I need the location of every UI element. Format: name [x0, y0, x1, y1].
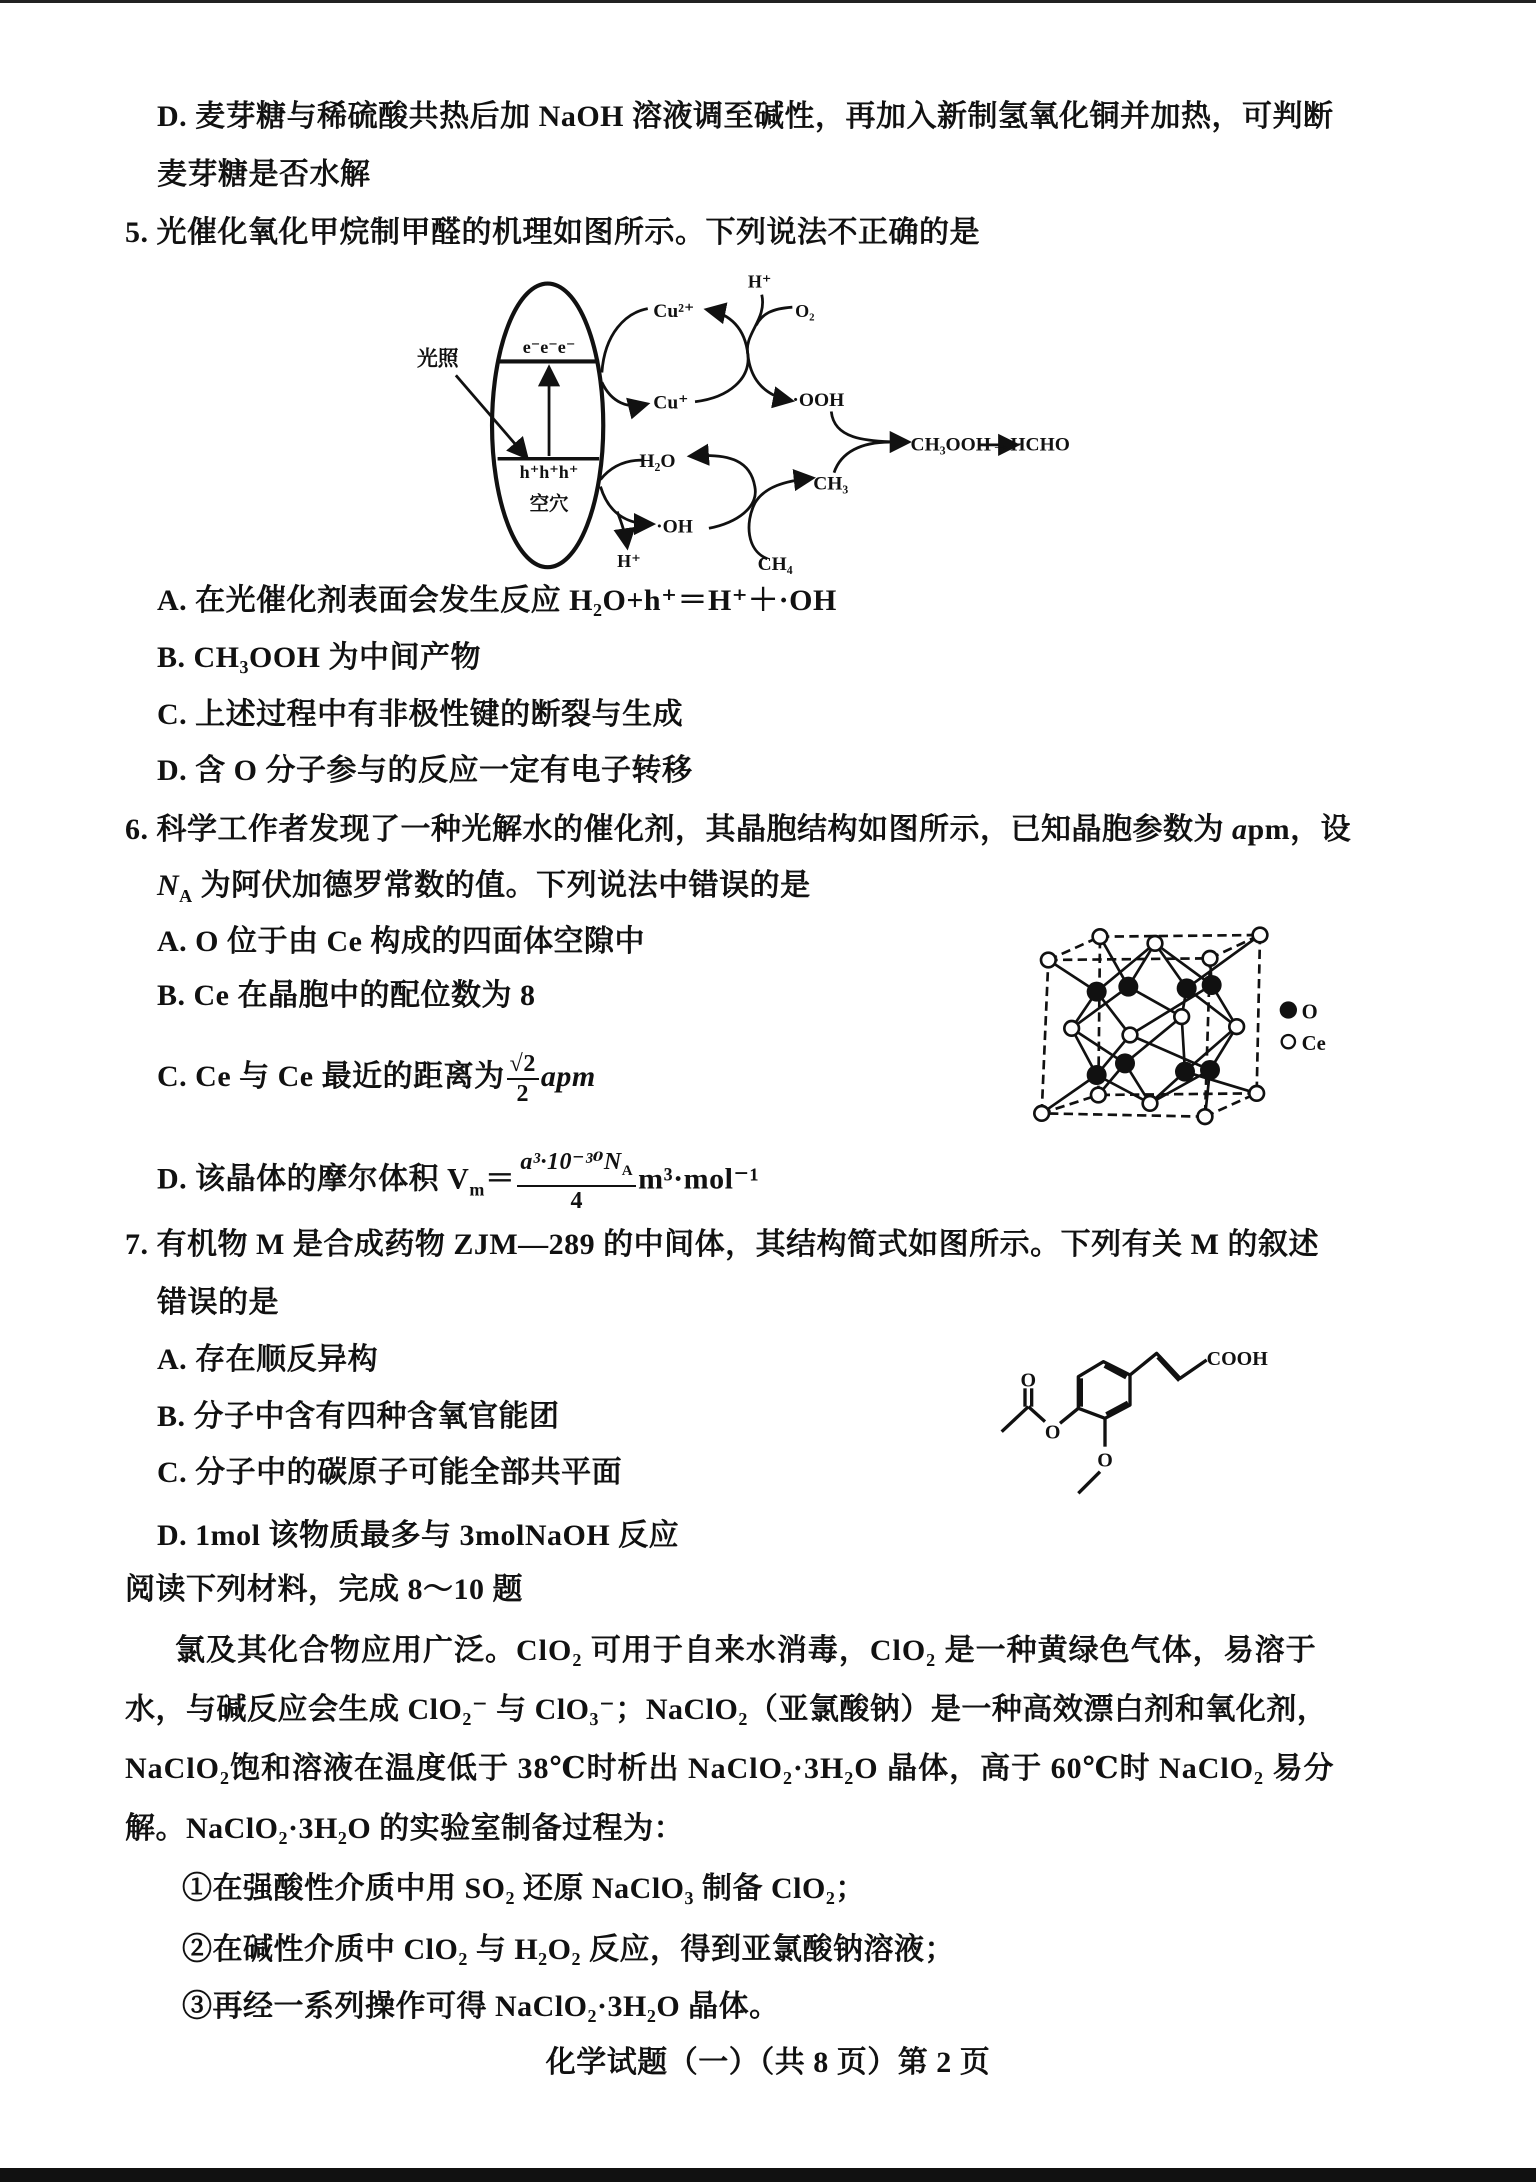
legend-o-label: O [1301, 1001, 1318, 1024]
ce-atom [1034, 1106, 1049, 1121]
fraction-denominator: 4 [570, 1187, 583, 1214]
ce-atom [1148, 936, 1163, 951]
bond [1155, 943, 1212, 985]
o-atom [1087, 982, 1107, 1002]
cell-edge [1042, 1095, 1099, 1113]
equals: ＝ [484, 1162, 516, 1196]
cell-edge [1257, 935, 1260, 1093]
cell-edge [1100, 935, 1260, 937]
q5-option-b: B. CH₃OOH 为中间产物 [157, 641, 482, 674]
o-atom [1087, 1065, 1107, 1085]
bottom-border [0, 2168, 1536, 2182]
o-atom [1177, 978, 1197, 998]
o-atom [1118, 977, 1138, 997]
bond [1130, 985, 1212, 1035]
q7-option-a: A. 存在顺反异构 [157, 1343, 379, 1376]
molecule-m-structure [980, 1310, 1280, 1510]
ce-atom [1143, 1096, 1158, 1111]
q6-stem-text: 6. 科学工作者发现了一种光解水的催化剂，其晶胞结构如图所示，已知晶胞参数为 [125, 813, 1232, 846]
q6-option-c-unit: apm [540, 1059, 596, 1093]
h-top-label: H⁺ [747, 271, 772, 292]
fraction [507, 1050, 539, 1108]
ch3-label: CH₃ [813, 473, 849, 495]
ce-atom [1041, 953, 1056, 968]
oh-label: ·OH [656, 516, 693, 538]
bond [1185, 1072, 1257, 1094]
ce-atom [1253, 928, 1268, 943]
q6-stem-line2 [157, 866, 811, 916]
q4-option-d-line2: 麦芽糖是否水解 [157, 158, 371, 191]
cooh-label: COOH [1206, 1348, 1268, 1370]
ce-atom [1123, 1028, 1138, 1043]
holes-label: h⁺h⁺h⁺ [519, 462, 579, 483]
reading-paragraph-line: NaClO₂饱和溶液在温度低于 38℃时析出 NaClO₂·3H₂O 晶体，高于 60℃时 NaClO₂ 易分 [125, 1752, 1335, 1785]
cu2-label: Cu²⁺ [653, 300, 695, 322]
reading-paragraph-line: 解。NaClO₂·3H₂O 的实验室制备过程为： [125, 1812, 685, 1845]
ce-atom [1064, 1021, 1079, 1036]
q5-option-d: D. 含 O 分子参与的反应一定有电子转移 [157, 754, 693, 787]
ce-atom [1198, 1109, 1213, 1124]
bond [1187, 935, 1260, 988]
crystal-cell-diagram [1000, 900, 1400, 1150]
ce-atom [1091, 1088, 1106, 1103]
cu1-label: Cu⁺ [653, 392, 689, 414]
reading-paragraph-line: 氯及其化合物应用广泛。ClO₂ 可用于自来水消毒，ClO₂ 是一种黄绿色气体，易溶于 [175, 1634, 1317, 1667]
q5-option-a: A. 在光催化剂表面会发生反应 H₂O+h⁺＝H⁺＋·OH [157, 584, 837, 617]
page-footer: 化学试题（一）（共 8 页）第 2 页 [545, 2046, 991, 2079]
fraction-numerator [517, 1148, 636, 1187]
ch3ooh-hcho-label: CH₃OOH→HCHO [910, 434, 1070, 456]
bond [1130, 1035, 1210, 1070]
q7-option-c: C. 分子中的碳原子可能全部共平面 [157, 1456, 623, 1489]
q7-option-b: B. 分子中含有四种含氧官能团 [157, 1400, 560, 1433]
q4-option-d-line1: D. 麦芽糖与稀硫酸共热后加 NaOH 溶液调至碱性，再加入新制氢氧化铜并加热，可判断 [157, 100, 1334, 133]
h-bottom-label: H⁺ [617, 551, 641, 572]
numerator-text: a³·10⁻³⁰N [520, 1149, 622, 1175]
carbonyl-o-label: O [1020, 1369, 1037, 1392]
vm-sub: m [469, 1179, 485, 1200]
q6-option-b: B. Ce 在晶胞中的配位数为 8 [157, 979, 536, 1012]
methoxy-o-label: O [1097, 1449, 1113, 1472]
q6-option-c [157, 1050, 596, 1108]
q7-option-d: D. 1mol 该物质最多与 3molNaOH 反应 [157, 1519, 680, 1552]
ce-atom [1249, 1086, 1264, 1101]
ce-atom [1093, 929, 1108, 944]
q5-stem: 5. 光催化氧化甲烷制甲醛的机理如图所示。下列说法不正确的是 [125, 216, 980, 249]
fraction-denominator: 2 [516, 1081, 529, 1107]
q6-stem-text2: pm，设 [1247, 813, 1352, 846]
legend-ce-marker [1282, 1035, 1295, 1048]
avogadro-symbol: N [157, 869, 180, 902]
ce-atom [1229, 1019, 1244, 1034]
light-label: 光照 [416, 346, 459, 371]
ooh-label: ·OOH [792, 389, 845, 411]
ch4-label: CH₄ [757, 553, 793, 575]
o-atom [1200, 1060, 1220, 1080]
q6-option-c-text: C. Ce 与 Ce 最近的距离为 [157, 1059, 505, 1093]
reading-step: ③再经一系列操作可得 NaClO₂·3H₂O 晶体。 [182, 1990, 780, 2023]
o-atom [1175, 1062, 1195, 1082]
fraction-numerator: √2 [507, 1050, 539, 1080]
q5-option-c: C. 上述过程中有非极性键的断裂与生成 [157, 698, 684, 731]
bond [1042, 1075, 1097, 1113]
q6-stem-line1 [125, 810, 1351, 850]
avogadro-sub: A [179, 886, 193, 906]
reading-step: ②在碱性介质中 ClO₂ 与 H₂O₂ 反应，得到亚氯酸钠溶液； [182, 1933, 955, 1966]
cell-edge [1048, 958, 1210, 960]
ester-o-label: O [1044, 1421, 1061, 1444]
o2-label: O₂ [795, 300, 815, 321]
q6-stem-text3: 为阿伏加德罗常数的值。下列说法中错误的是 [192, 869, 811, 902]
ce-atom [1174, 1009, 1189, 1024]
q7-stem-line2: 错误的是 [157, 1286, 279, 1319]
legend-o-marker [1280, 1001, 1297, 1018]
o-atom [1115, 1053, 1135, 1073]
q6-option-d-unit: m³·mol⁻¹ [638, 1162, 760, 1196]
legend-ce-label: Ce [1301, 1033, 1326, 1055]
q6-option-a: A. O 位于由 Ce 构成的四面体空隙中 [157, 925, 645, 958]
cell-edge [1042, 960, 1049, 1113]
reading-intro: 阅读下列材料，完成 8～10 题 [125, 1573, 523, 1606]
electrons-label: e⁻e⁻e⁻ [522, 337, 576, 358]
cell-edge [1042, 1113, 1205, 1116]
fraction [517, 1148, 636, 1215]
reading-step: ①在强酸性介质中用 SO₂ 还原 NaClO₃ 制备 ClO₂； [182, 1872, 866, 1905]
q6-stem-var: a [1232, 813, 1248, 846]
q6-option-d [157, 1148, 759, 1215]
q6-option-d-text: D. 该晶体的摩尔体积 V [157, 1162, 470, 1196]
q7-stem-line1: 7. 有机物 M 是合成药物 ZJM—289 的中间体，其结构简式如图所示。下列有关 M 的叙述 [125, 1228, 1319, 1261]
q5-mechanism-diagram [410, 264, 1133, 577]
o-atom [1202, 975, 1222, 995]
h2o-label: H₂O [639, 451, 676, 473]
reading-paragraph-line: 水，与碱反应会生成 ClO₂⁻ 与 ClO₃⁻；NaClO₂（亚氯酸钠）是一种高效漂白剂和氧化剂， [125, 1693, 1328, 1726]
top-border [0, 0, 1536, 3]
cell-edge [1098, 1093, 1256, 1095]
numerator-sub: A [621, 1162, 634, 1179]
hole-text: 空穴 [529, 494, 569, 516]
ce-atom [1203, 951, 1218, 966]
